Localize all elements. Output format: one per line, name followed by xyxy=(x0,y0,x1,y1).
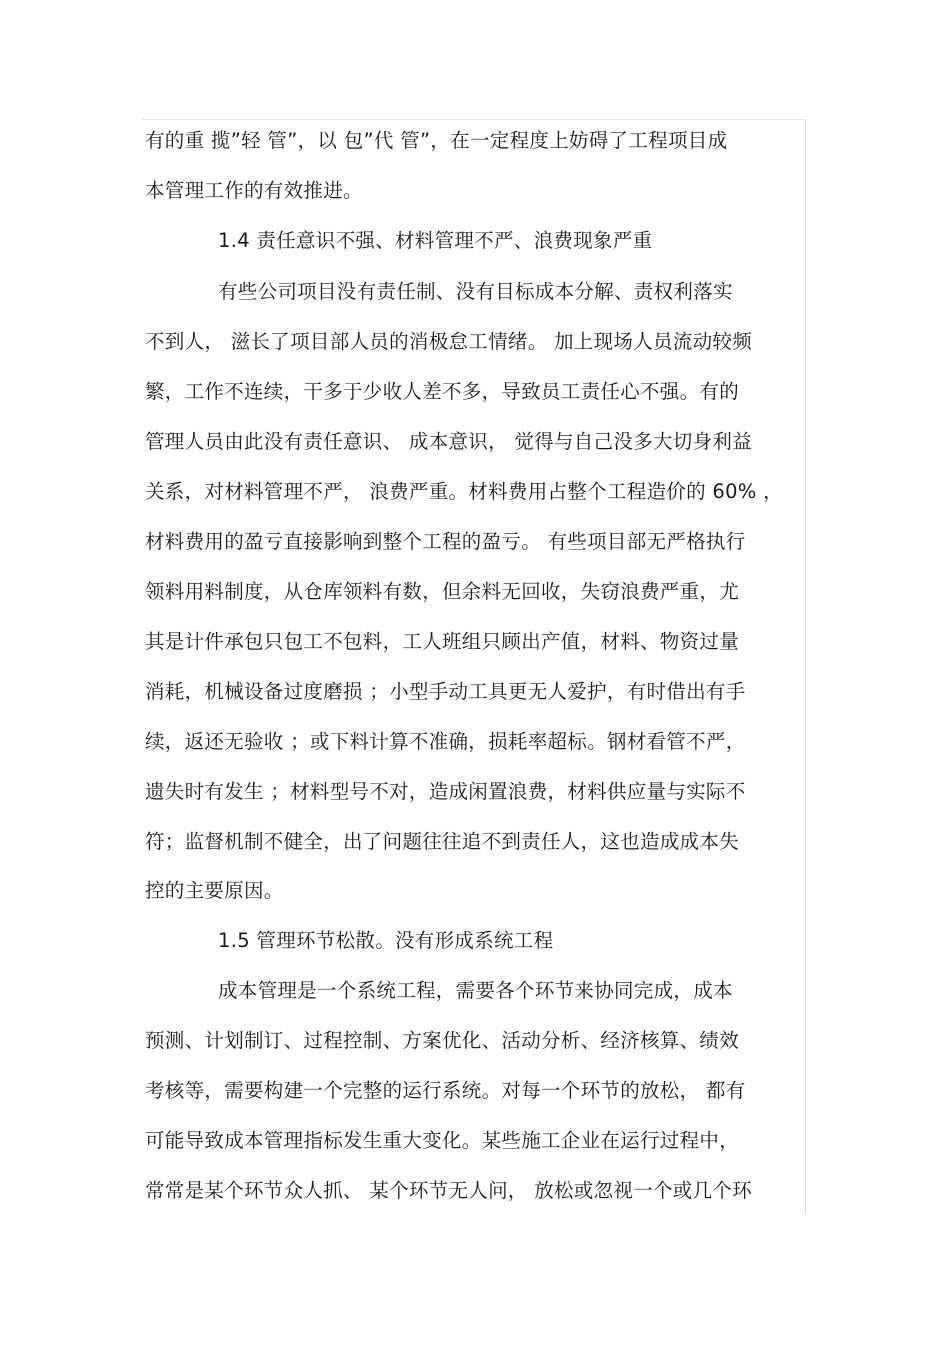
text-line: 繁，工作不连续，干多于少收人差不多，导致员工责任心不强。有的 xyxy=(145,380,740,403)
text-line: 常常是某个环节众人抓、 某个环节无人问， 放松或忽视一个或几个环 xyxy=(145,1179,752,1202)
text-line: 可能导致成本管理指标发生重大变化。某些施工企业在运行过程中， xyxy=(145,1129,740,1152)
text-line: 本管理工作的有效推进。 xyxy=(145,179,363,202)
text-line: 续，返还无验收 ；或下料计算不准确，损耗率超标。钢材看管不严， xyxy=(145,730,746,753)
text-line: 消耗，机械设备过度磨损 ；小型手动工具更无人爱护，有时借出有手 xyxy=(145,680,746,703)
text-line: 不到人， 滋长了项目部人员的消极怠工情绪。 加上现场人员流动较频 xyxy=(145,330,752,353)
text-line: 考核等，需要构建一个完整的运行系统。对每一个环节的放松， 都有 xyxy=(145,1079,746,1102)
text-line: 有的重 揽”轻 管”，以 包”代 管”，在一定程度上妨碍了工程项目成 xyxy=(145,129,728,152)
paragraph-start: 成本管理是一个系统工程，需要各个环节来协同完成，成本 xyxy=(218,979,733,1002)
text-line: 领料用料制度，从仓库领料有数，但余料无回收，失窃浪费严重，尤 xyxy=(145,580,740,603)
text-line: 遗失时有发生 ；材料型号不对，造成闲置浪费，材料供应量与实际不 xyxy=(145,780,746,803)
section-heading-1-4: 1.4 责任意识不强、材料管理不严、浪费现象严重 xyxy=(218,229,653,252)
text-line: 关系，对材料管理不严， 浪费严重。材料费用占整个工程造价的 60% ， xyxy=(145,480,783,503)
text-line: 其是计件承包只包工不包料，工人班组只顾出产值，材料、物资过量 xyxy=(145,630,740,653)
section-heading-1-5: 1.5 管理环节松散。没有形成系统工程 xyxy=(218,929,554,952)
paragraph-start: 有些公司项目没有责任制、没有目标成本分解、责权利落实 xyxy=(218,280,733,303)
text-line: 符；监督机制不健全，出了问题往往追不到责任人，这也造成成本失 xyxy=(145,830,740,853)
text-line: 预测、计划制订、过程控制、方案优化、活动分析、经济核算、绩效 xyxy=(145,1029,740,1052)
text-line: 管理人员由此没有责任意识、 成本意识， 觉得与自己没多大切身利益 xyxy=(145,430,752,453)
text-line: 材料费用的盈亏直接影响到整个工程的盈亏。 有些项目部无严格执行 xyxy=(145,530,746,553)
text-line: 控的主要原因。 xyxy=(145,879,284,902)
